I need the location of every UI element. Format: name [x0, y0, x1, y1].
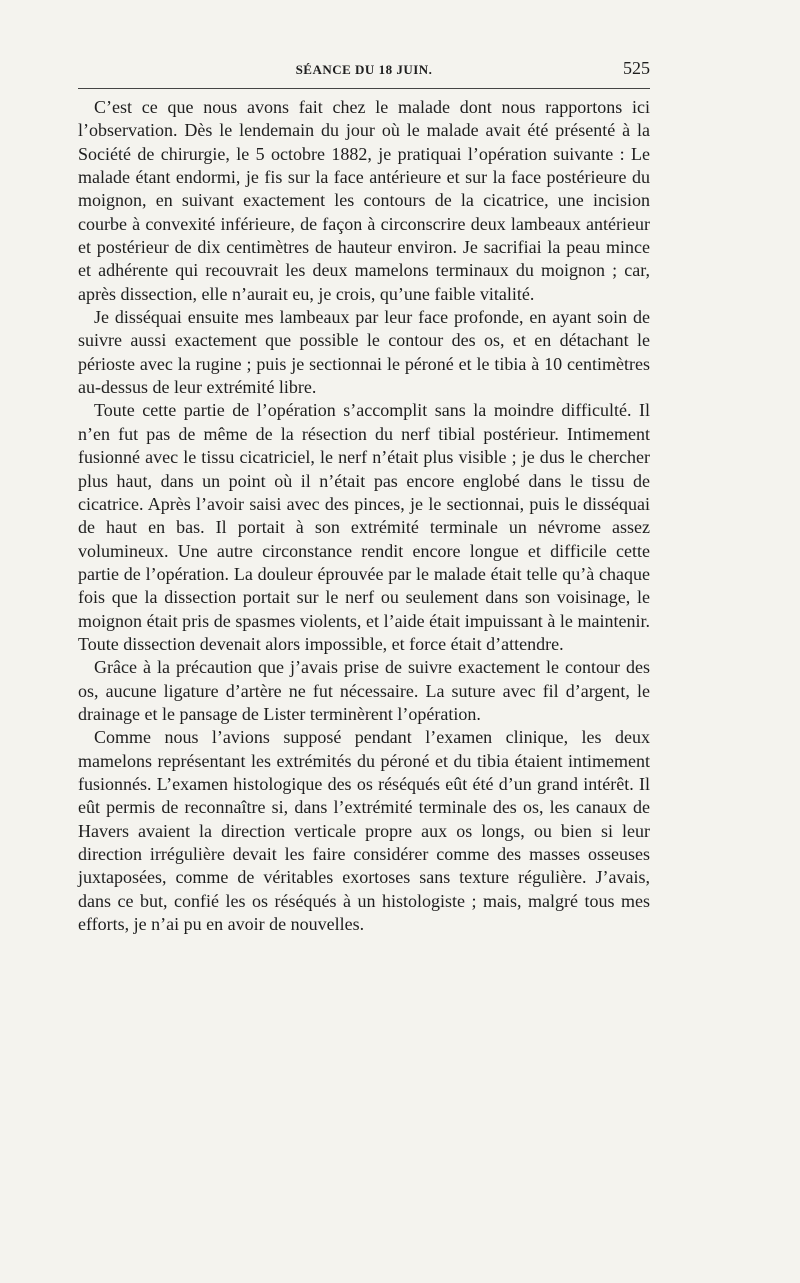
paragraph: Je disséquai ensuite mes lambeaux par leur face profonde, en ayant soin de suivre aussi exactement que possible le contour des os, et en détachant le périoste avec la rugine ; puis je sectionnai le péroné et le tibia à 10 centimètres au-dessus de leur extrémité libre.: [78, 307, 650, 398]
paragraph: C’est ce que nous avons fait chez le malade dont nous rapportons ici l’observation. Dès le lendemain du jour où le malade avait été présenté à la Société de chirurgie, le 5 octobre 1882, je pratiquai l’opération suivante : Le malade étant endormi, je fis sur la face antérieure et sur la face postérieure du moignon, en suivant exactement les contours de la cicatrice, une incision courbe à convexité inférieure, de façon à circonscrire deux lambeaux antérieur et postérieur de dix centimètres de hauteur environ. Je sacrifiai la peau mince et adhérente qui recouvrait les deux mamelons terminaux du moignon ; car, après dissection, elle n’aurait eu, je crois, qu’une faible vitalité.: [78, 97, 650, 304]
page-number: 525: [623, 58, 650, 78]
running-head: [78, 58, 650, 84]
paragraph: Toute cette partie de l’opération s’accomplit sans la moindre difficulté. Il n’en fut pas de même de la résection du nerf tibial postérieur. Intimement fusionné avec le tissu cicatriciel, le nerf n’était plus visible ; je dus le chercher plus haut, dans un point où il n’était pas encore englobé dans le tissu de cicatrice. Après l’avoir saisi avec des pinces, je le sectionnai, puis le disséquai de haut en bas. Il portait à son extrémité terminale un névrome assez volumineux. Une autre circonstance rendit encore longue et difficile cette partie de l’opération. La douleur éprouvée par le malade était telle qu’à chaque fois que la dissection portait sur le nerf ou seulement dans son voisinage, le moignon était pris de spasmes violents, et l’aide était impuissant à le maintenir. Toute dissection devenait alors impossible, et force était d’attendre.: [78, 400, 650, 654]
paragraph: Comme nous l’avions supposé pendant l’examen clinique, les deux mamelons représentant les extrémités du péroné et du tibia étaient intimement fusionnés. L’examen histologique des os réséqués eût été d’un grand intérêt. Il eût permis de reconnaître si, dans l’extrémité terminale des os, les canaux de Havers avaient la direction verticale propre aux os longs, ou bien si leur direction irrégulière devait les faire considérer comme des masses osseuses juxtaposées, comme de véritables exortoses sans texture régulière. J’avais, dans ce but, confié les os réséqués à un histologiste ; mais, malgré tous mes efforts, je n’ai pu en avoir de nouvelles.: [78, 727, 650, 935]
body-text: [78, 96, 650, 936]
header-rule: [78, 88, 650, 89]
running-title: SÉANCE DU 18 JUIN.: [295, 62, 433, 77]
paragraph: Grâce à la précaution que j’avais prise de suivre exactement le contour des os, aucune ligature d’artère ne fut nécessaire. La suture avec fil d’argent, le drainage et le pansage de Lister terminèrent l’opération.: [78, 657, 650, 724]
